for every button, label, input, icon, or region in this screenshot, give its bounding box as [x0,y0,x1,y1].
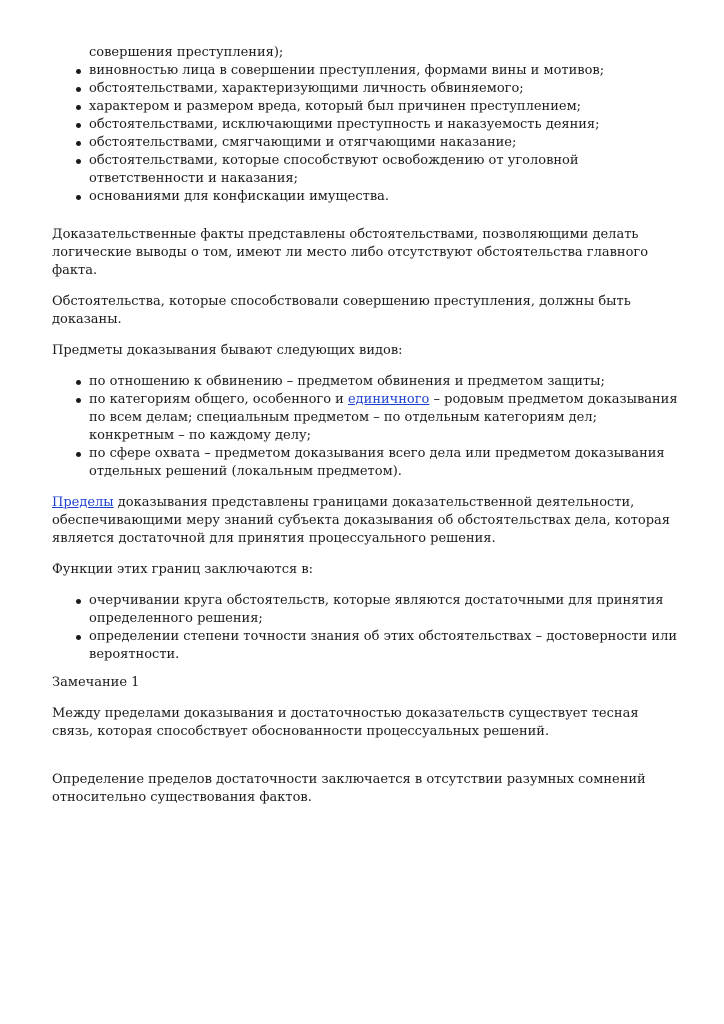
list-item: очерчивании круга обстоятельств, которые являются достаточными для принятия определенного решения; [89,592,682,628]
functions-list [52,592,682,664]
list-item: совершения преступления); [89,45,284,60]
circumstances-list [52,44,682,206]
list-item: по сфере охвата – предметом доказывания всего дела или предметом доказывания отдельных решений (локальным предметом). [89,445,682,481]
list-item: обстоятельствами, характеризующими личность обвиняемого; [89,80,682,98]
list-item: основаниями для конфискации имущества. [89,188,682,206]
link-limits[interactable]: Пределы [52,495,114,510]
document-page [52,44,682,807]
paragraph-limits [52,494,682,548]
paragraph-subjects-types: Предметы доказывания бывают следующих видов: [52,343,403,358]
list-item-text: по категориям общего, особенного и [89,392,348,407]
paragraph-circumstances-proved: Обстоятельства, которые способствовали совершению преступления, должны быть доказаны. [52,294,631,327]
paragraph-sufficiency: Определение пределов достаточности заключается в отсутствии разумных сомнений относительно существования фактов. [52,772,646,805]
subjects-list [52,373,682,481]
list-item-text: – родовым предметом доказывания по всем делам; специальным предметом – по отдельным категориям дел; конкретным – по каждому делу; [89,392,678,443]
paragraph-text: доказывания представлены границами доказательственной деятельности, обеспечивающими меру знаний субъекта доказывания об обстоятельствах дела, которая является достаточной для принятия процессуального решения. [52,495,671,546]
list-item: определении степени точности знания об этих обстоятельствах – достоверности или вероятности. [89,628,682,664]
list-item [89,391,682,445]
note-label: Замечание 1 [52,675,140,690]
paragraph-evidentiary-facts: Доказательственные факты представлены обстоятельствами, позволяющими делать логические выводы о том, имеют ли место либо отсутствуют обстоятельства главного факта. [52,227,649,278]
paragraph-relation: Между пределами доказывания и достаточностью доказательств существует тесная связь, которая способствует обоснованности процессуальных решений. [52,706,639,739]
list-item: обстоятельствами, исключающими преступность и наказуемость деяния; [89,116,682,134]
list-item: по отношению к обвинению – предметом обвинения и предметом защиты; [89,373,682,391]
list-item: обстоятельствами, смягчающими и отягчающими наказание; [89,134,682,152]
list-item: характером и размером вреда, который был причинен преступлением; [89,98,682,116]
list-item: обстоятельствами, которые способствуют освобождению от уголовной ответственности и наказания; [89,152,682,188]
list-item: виновностью лица в совершении преступления, формами вины и мотивов; [89,62,682,80]
paragraph-functions: Функции этих границ заключаются в: [52,562,314,577]
link-single[interactable]: единичного [347,392,430,407]
